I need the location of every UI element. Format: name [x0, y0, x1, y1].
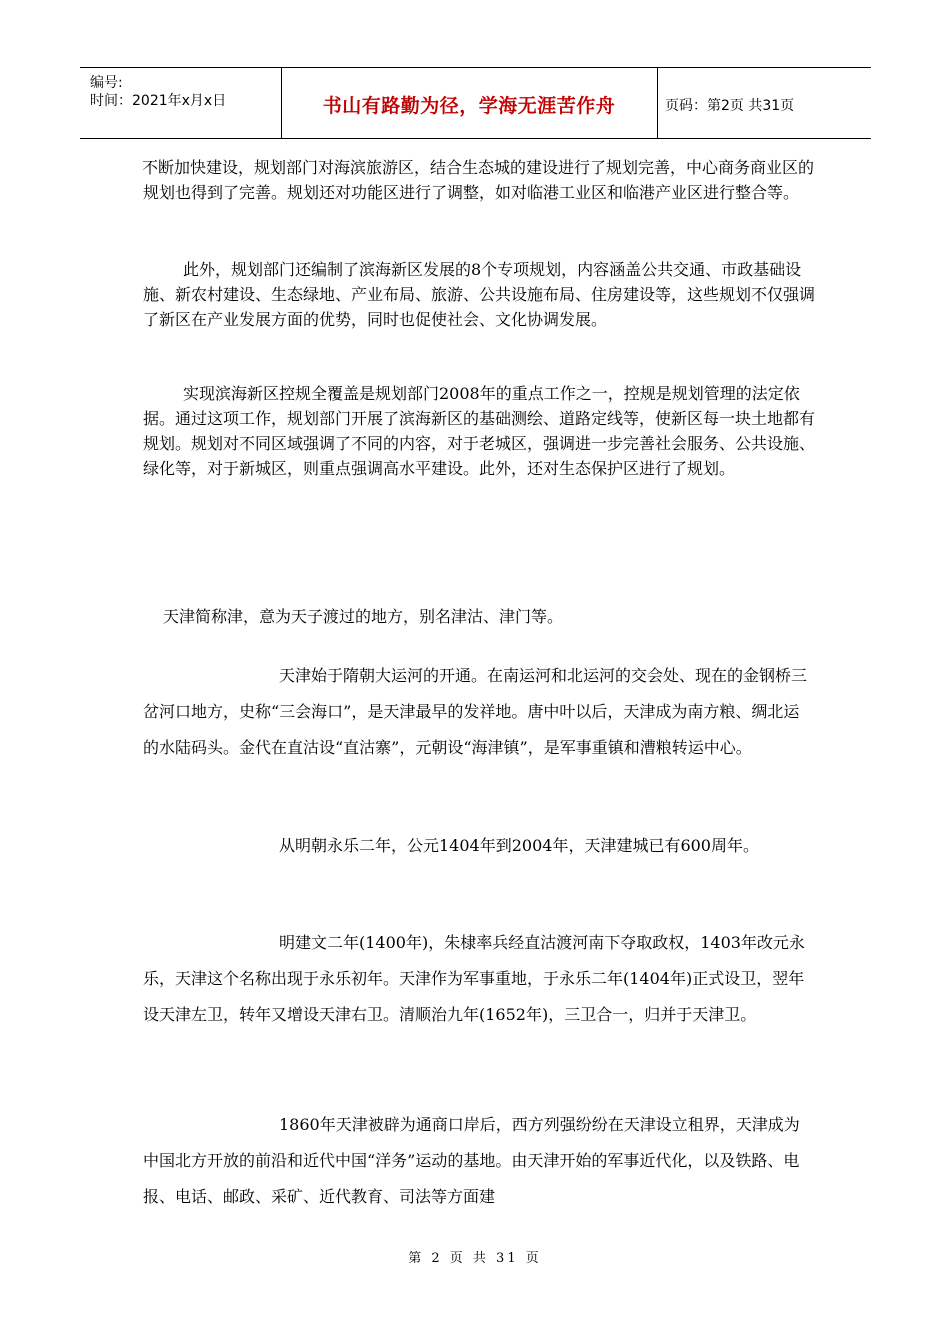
date-line: 时间：2021年x月x日	[90, 93, 227, 109]
header-meta-cell	[80, 68, 282, 138]
paragraph: 1860年天津被辟为通商口岸后，西方列强纷纷在天津设立租界，天津成为中国北方开放的前沿和近代中国“洋务”运动的基地。由天津开始的军事近代化，以及铁路、电报、电话、邮政、采矿、近代教育、司法等方面建	[143, 1115, 800, 1206]
paragraph: 实现滨海新区控规全覆盖是规划部门2008年的重点工作之一，控规是规划管理的法定依据。通过这项工作，规划部门开展了滨海新区的基础测绘、道路定线等，使新区每一块土地都有规划。规划对不同区域强调了不同的内容，对于老城区，强调进一步完善社会服务、公共设施、绿化等，对于新城区，则重点强调高水平建设。此外，还对生态保护区进行了规划。	[143, 384, 816, 478]
paragraph: 从明朝永乐二年，公元1404年到2004年，天津建城已有600周年。	[279, 836, 759, 855]
motto: 书山有路勤为径，学海无涯苦作舟	[322, 95, 616, 117]
number-label: 编号:	[90, 75, 123, 91]
paragraph: 天津简称津，意为天子渡过的地方，别名津沽、津门等。	[163, 607, 564, 626]
header-motto-cell	[281, 68, 658, 138]
page-header	[80, 67, 871, 139]
paragraph: 明建文二年(1400年)，朱棣率兵经直沽渡河南下夺取政权，1403年改元永乐，天津这个名称出现于永乐初年。天津作为军事重地，于永乐二年(1404年)正式设卫，翌年设天津左卫，转年又增设天津右卫。清顺治九年(1652年)，三卫合一，归并于天津卫。	[143, 933, 805, 1024]
paragraph: 天津始于隋朝大运河的开通。在南运河和北运河的交会处、现在的金钢桥三岔河口地方，史称“三会海口”，是天津最早的发祥地。唐中叶以后，天津成为南方粮、绸北运的水陆码头。金代在直沽设“直沽寨”，元朝设“海津镇”，是军事重镇和漕粮转运中心。	[143, 666, 808, 757]
paragraph: 不断加快建设，规划部门对海滨旅游区，结合生态城的建设进行了规划完善，中心商务商业区的规划也得到了完善。规划还对功能区进行了调整，如对临港工业区和临港产业区进行整合等。	[142, 158, 815, 202]
page-info: 页码：第2页 共31页	[665, 97, 795, 114]
header-page-cell	[657, 68, 871, 138]
page-footer: 第 2 页 共 31 页	[408, 1251, 542, 1266]
paragraph: 此外，规划部门还编制了滨海新区发展的8个专项规划，内容涵盖公共交通、市政基础设施、新农村建设、生态绿地、产业布局、旅游、公共设施布局、住房建设等，这些规划不仅强调了新区在产业发展方面的优势，同时也促使社会、文化协调发展。	[143, 260, 816, 329]
